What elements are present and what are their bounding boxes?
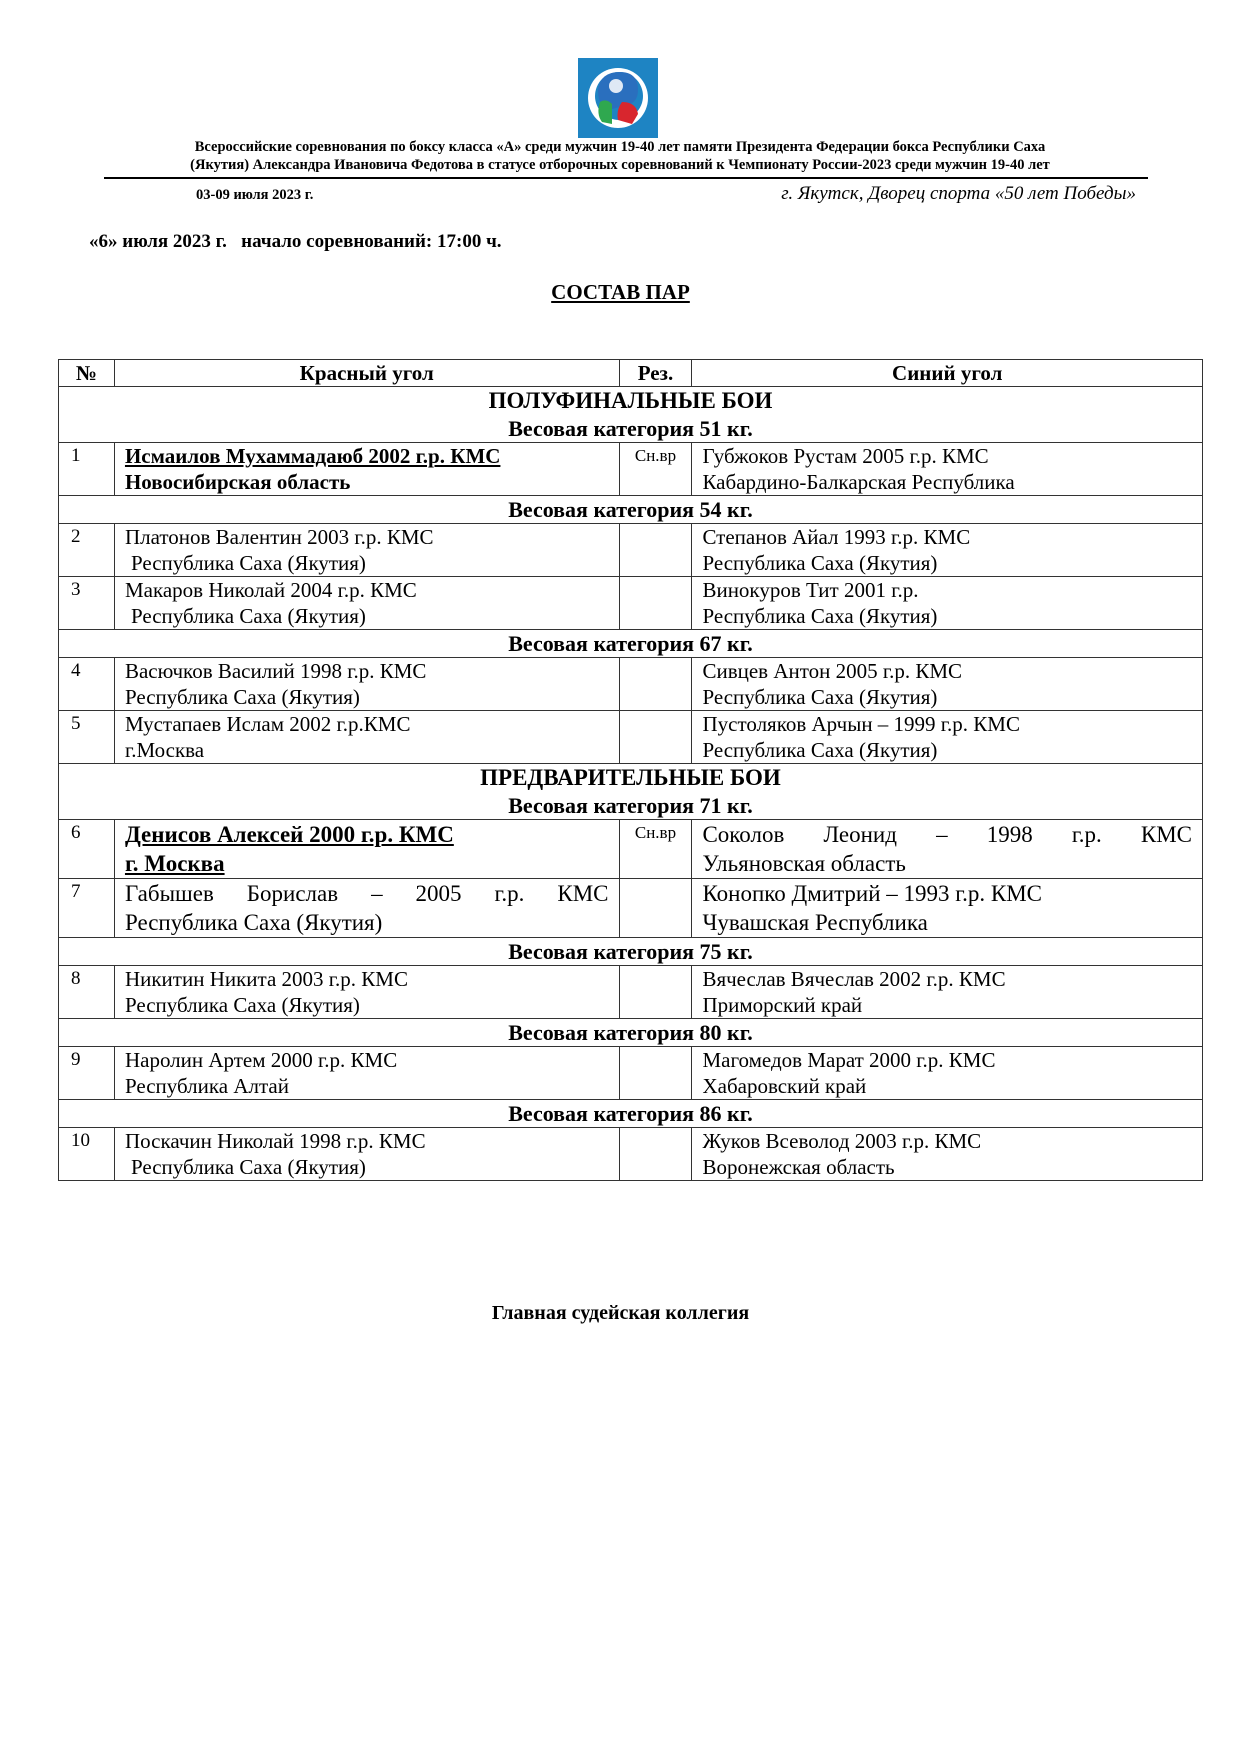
- bout-number: 8: [59, 966, 115, 1019]
- bout-result: [619, 658, 692, 711]
- federation-logo: [578, 58, 658, 138]
- weight-category: Весовая категория 67 кг.: [59, 630, 1203, 658]
- table-row: [59, 658, 1203, 711]
- red-fighter-name: Мустапаев Ислам 2002 г.р.КМС: [124, 712, 411, 736]
- blue-fighter-region: Кабардино-Балкарская Республика: [702, 470, 1015, 494]
- stage-title-semifinal: ПОЛУФИНАЛЬНЫЕ БОИ: [488, 388, 773, 413]
- blue-corner-cell: [692, 966, 1203, 1019]
- weight-row: [59, 1100, 1203, 1128]
- weight-row: [59, 1019, 1203, 1047]
- day-start-time: «6» июля 2023 г. начало соревнований: 17:00 ч.: [89, 231, 502, 252]
- stage-row: [59, 764, 1203, 820]
- stage-title-preliminary: ПРЕДВАРИТЕЛЬНЫЕ БОИ: [480, 765, 781, 790]
- blue-fighter-region: Республика Саха (Якутия): [702, 738, 938, 762]
- blue-corner-cell: [692, 820, 1203, 879]
- red-fighter-region: Новосибирская область: [124, 470, 351, 494]
- weight-row: [59, 496, 1203, 524]
- bout-result: Сн.вр: [619, 820, 692, 879]
- bout-number: 9: [59, 1047, 115, 1100]
- blue-fighter-name: Пустоляков Арчын – 1999 г.р. КМС: [702, 712, 1020, 736]
- table-row: [59, 966, 1203, 1019]
- red-fighter-name: Никитин Никита 2003 г.р. КМС: [124, 967, 408, 991]
- blue-corner-cell: [692, 524, 1203, 577]
- red-fighter-region: Республика Алтай: [124, 1074, 289, 1098]
- weight-row: [59, 630, 1203, 658]
- red-corner-cell: [114, 966, 619, 1019]
- red-corner-cell: [114, 1047, 619, 1100]
- red-fighter-region: Республика Саха (Якутия): [124, 910, 383, 935]
- blue-fighter-region: Ульяновская область: [702, 851, 906, 876]
- red-corner-cell: [114, 577, 619, 630]
- blue-fighter-name: Магомедов Марат 2000 г.р. КМС: [702, 1048, 996, 1072]
- red-fighter-region: Республика Саха (Якутия): [124, 993, 360, 1017]
- bout-number: 3: [59, 577, 115, 630]
- col-header-blue-corner: Синий угол: [692, 360, 1203, 387]
- bouts-table: [58, 359, 1203, 1181]
- blue-fighter-name: Конопко Дмитрий – 1993 г.р. КМС: [702, 881, 1042, 906]
- bout-number: 4: [59, 658, 115, 711]
- competition-venue: г. Якутск, Дворец спорта «50 лет Победы»: [781, 183, 1136, 204]
- red-fighter-region: Республика Саха (Якутия): [124, 685, 360, 709]
- blue-corner-cell: [692, 658, 1203, 711]
- bout-result: [619, 524, 692, 577]
- bout-result: [619, 966, 692, 1019]
- red-fighter-region: г. Москва: [124, 851, 225, 876]
- table-row: [59, 577, 1203, 630]
- red-fighter-name: Исмаилов Мухаммадаюб 2002 г.р. КМС: [124, 444, 501, 468]
- table-row: [59, 1128, 1203, 1181]
- red-fighter-region: Республика Саха (Якутия): [130, 551, 366, 575]
- blue-fighter-name: Губжоков Рустам 2005 г.р. КМС: [702, 444, 989, 468]
- blue-fighter-region: Хабаровский край: [702, 1074, 867, 1098]
- blue-fighter-name: Винокуров Тит 2001 г.р.: [702, 578, 919, 602]
- blue-fighter-region: Республика Саха (Якутия): [702, 604, 938, 628]
- weight-category: Весовая категория 75 кг.: [59, 938, 1203, 966]
- blue-corner-cell: [692, 577, 1203, 630]
- bout-result: [619, 1128, 692, 1181]
- blue-fighter-region: Чувашская Республика: [702, 910, 928, 935]
- weight-category: Весовая категория 86 кг.: [59, 1100, 1203, 1128]
- bout-result: Сн.вр: [619, 443, 692, 496]
- red-corner-cell: [114, 820, 619, 879]
- bout-result: [619, 577, 692, 630]
- document-title: [0, 280, 1241, 305]
- blue-fighter-name: Вячеслав Вячеслав 2002 г.р. КМС: [702, 967, 1006, 991]
- blue-fighter-name: Соколов Леонид – 1998 г.р. КМС: [702, 822, 1192, 847]
- weight-category: Весовая категория 80 кг.: [59, 1019, 1203, 1047]
- blue-fighter-region: Республика Саха (Якутия): [702, 551, 938, 575]
- bout-number: 10: [59, 1128, 115, 1181]
- competition-title: [100, 138, 1140, 174]
- col-header-red-corner: Красный угол: [114, 360, 619, 387]
- blue-fighter-region: Приморский край: [702, 993, 863, 1017]
- table-row: [59, 879, 1203, 938]
- competition-dates: 03-09 июля 2023 г.: [196, 187, 314, 203]
- blue-corner-cell: [692, 443, 1203, 496]
- blue-fighter-name: Сивцев Антон 2005 г.р. КМС: [702, 659, 963, 683]
- blue-corner-cell: [692, 711, 1203, 764]
- table-row: [59, 524, 1203, 577]
- competition-title-line1: Всероссийские соревнования по боксу класса «А» среди мужчин 19-40 лет памяти Президента Федерации бокса Республики Саха: [194, 139, 1046, 155]
- red-corner-cell: [114, 658, 619, 711]
- red-fighter-name: Макаров Николай 2004 г.р. КМС: [124, 578, 417, 602]
- bout-result: [619, 879, 692, 938]
- stage-row: [59, 387, 1203, 443]
- weight-row: [59, 938, 1203, 966]
- col-header-number: №: [59, 360, 115, 387]
- table-row: [59, 711, 1203, 764]
- red-fighter-region: Республика Саха (Якутия): [130, 1155, 366, 1179]
- red-corner-cell: [114, 524, 619, 577]
- table-row: [59, 1047, 1203, 1100]
- red-corner-cell: [114, 443, 619, 496]
- bout-result: [619, 711, 692, 764]
- bout-number: 1: [59, 443, 115, 496]
- red-fighter-region: г.Москва: [124, 738, 205, 762]
- red-fighter-name: Поскачин Николай 1998 г.р. КМС: [124, 1129, 426, 1153]
- header-divider: [104, 177, 1148, 179]
- blue-fighter-name: Жуков Всеволод 2003 г.р. КМС: [702, 1129, 982, 1153]
- red-fighter-name: Денисов Алексей 2000 г.р. КМС: [124, 822, 454, 847]
- document-title-text: СОСТАВ ПАР: [551, 280, 690, 304]
- table-row: [59, 443, 1203, 496]
- red-fighter-name: Платонов Валентин 2003 г.р. КМС: [124, 525, 434, 549]
- red-corner-cell: [114, 1128, 619, 1181]
- bout-number: 2: [59, 524, 115, 577]
- bout-number: 6: [59, 820, 115, 879]
- table-row: [59, 820, 1203, 879]
- competition-title-line2: (Якутия) Александра Ивановича Федотова в статусе отборочных соревнований к Чемпионату России-2023 среди мужчин 19-40 лет: [190, 157, 1050, 173]
- bout-number: 7: [59, 879, 115, 938]
- col-header-result: Рез.: [619, 360, 692, 387]
- weight-category: Весовая категория 51 кг.: [508, 416, 753, 441]
- blue-fighter-region: Республика Саха (Якутия): [702, 685, 938, 709]
- red-fighter-name: Васючков Василий 1998 г.р. КМС: [124, 659, 427, 683]
- table-header-row: [59, 360, 1203, 387]
- blue-corner-cell: [692, 1047, 1203, 1100]
- blue-fighter-region: Воронежская область: [702, 1155, 895, 1179]
- blue-fighter-name: Степанов Айал 1993 г.р. КМС: [702, 525, 971, 549]
- chief-judges-panel: Главная судейская коллегия: [491, 1302, 750, 1324]
- bout-result: [619, 1047, 692, 1100]
- bout-number: 5: [59, 711, 115, 764]
- blue-corner-cell: [692, 879, 1203, 938]
- red-fighter-name: Габышев Борислав – 2005 г.р. КМС: [124, 881, 609, 906]
- red-fighter-name: Наролин Артем 2000 г.р. КМС: [124, 1048, 398, 1072]
- red-corner-cell: [114, 711, 619, 764]
- red-corner-cell: [114, 879, 619, 938]
- weight-category: Весовая категория 71 кг.: [508, 793, 753, 818]
- red-fighter-region: Республика Саха (Якутия): [130, 604, 366, 628]
- weight-category: Весовая категория 54 кг.: [59, 496, 1203, 524]
- blue-corner-cell: [692, 1128, 1203, 1181]
